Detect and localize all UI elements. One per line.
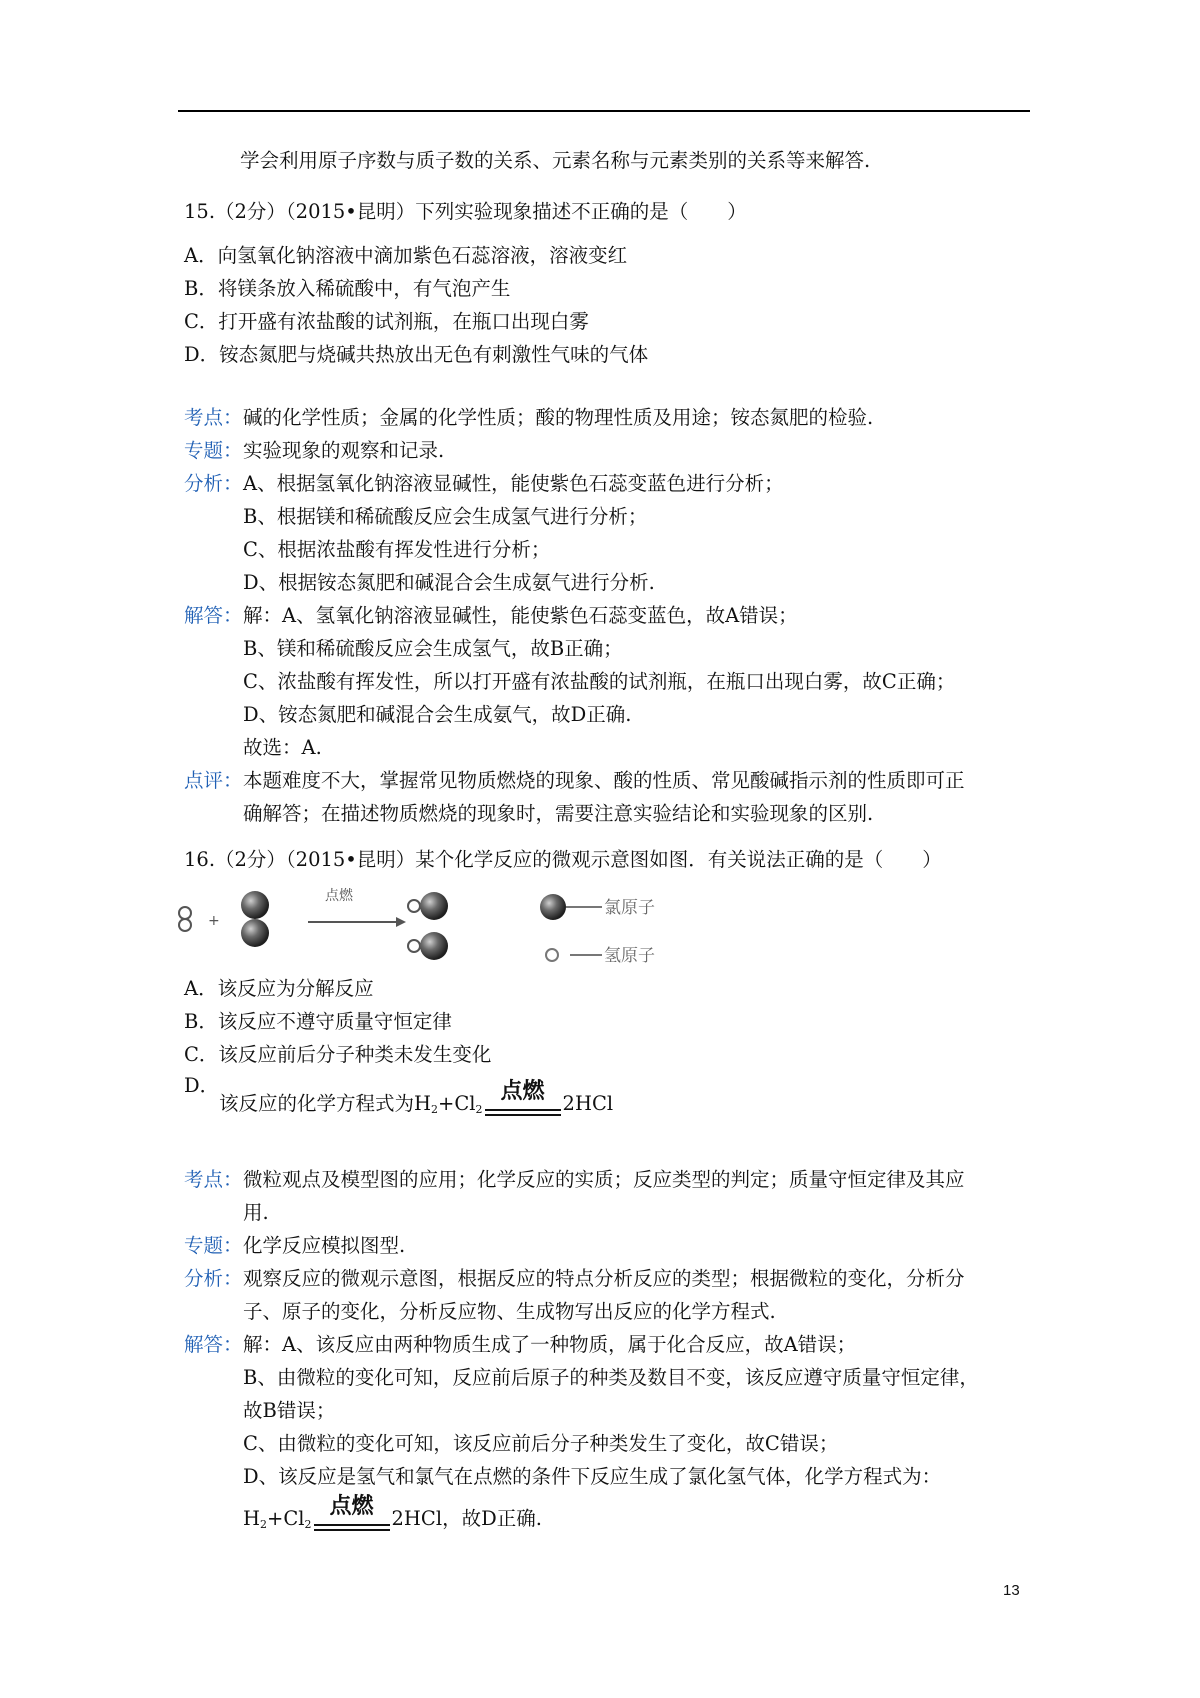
plus-sign: + (208, 913, 220, 929)
q16-zhuanti: 化学反应模拟图型. (243, 1234, 406, 1257)
eq-h-sub: 2 (260, 1518, 268, 1531)
q16-option-c: C．该反应前后分子种类未发生变化 (184, 1043, 492, 1066)
equation-condition: 点燃 (500, 1079, 545, 1104)
option-d-text: 该反应的化学方程式为 (219, 1092, 415, 1115)
reaction-diagram (178, 880, 738, 980)
q16-zhuanti-label: 专题： (184, 1234, 243, 1257)
equation-condition: 点燃 (329, 1494, 374, 1519)
diagram-condition-label: 点燃 (325, 888, 353, 904)
q16-option-d (219, 1079, 614, 1124)
legend-chlorine-label: 氯原子 (604, 898, 655, 918)
eq-h: H (243, 1507, 261, 1530)
hcl-molecule-icon (408, 932, 448, 960)
hydrogen-molecule-icon (179, 907, 191, 931)
q15-option-d: D．铵态氮肥与烧碱共热放出无色有刺激性气味的气体 (184, 343, 649, 366)
equation-sign (312, 1494, 392, 1539)
q15-jieda-line: B、镁和稀硫酸反应会生成氢气，故B正确； (243, 637, 623, 660)
final-tail: ，故D正确. (442, 1507, 542, 1530)
q15-dianping-line: 本题难度不大，掌握常见物质燃烧的现象、酸的性质、常见酸碱指示剂的性质即可正 (243, 769, 965, 792)
q15-jieda-line: 故选：A. (243, 736, 322, 759)
q15-jieda-line: C、浓盐酸有挥发性，所以打开盛有浓盐酸的试剂瓶，在瓶口出现白雾，故C正确； (243, 670, 956, 693)
eq-product: 2HCl (562, 1092, 614, 1115)
q15-fenxi-line: D、根据铵态氮肥和碱混合会生成氨气进行分析. (243, 571, 655, 594)
q16-fenxi-line: 子、原子的变化，分析反应物、生成物写出反应的化学方程式. (243, 1300, 776, 1323)
page-number: 13 (1003, 1582, 1020, 1599)
q16-jieda-line: C、由微粒的变化可知，该反应前后分子种类发生了变化，故C错误； (243, 1432, 839, 1455)
eq-cl-sub: 2 (475, 1103, 483, 1116)
eq-plus-cl: +Cl (438, 1092, 476, 1115)
legend-hydrogen (546, 946, 655, 966)
q15-option-a: A．向氢氧化钠溶液中滴加紫色石蕊溶液，溶液变红 (184, 244, 628, 267)
q15-stem: 15.（2分）（2015•昆明）下列实验现象描述不正确的是（ ） (184, 200, 747, 223)
hcl-molecule-icon (408, 892, 448, 920)
eq-cl-sub: 2 (304, 1518, 312, 1531)
q16-option-a: A．该反应为分解反应 (184, 977, 374, 1000)
eq-plus-cl: +Cl (267, 1507, 305, 1530)
q16-option-b: B．该反应不遵守质量守恒定律 (184, 1010, 452, 1033)
q15-fenxi-line: B、根据镁和稀硫酸反应会生成氢气进行分析； (243, 505, 648, 528)
q16-jieda-line: D、该反应是氢气和氯气在点燃的条件下反应生成了氯化氢气体，化学方程式为： (243, 1465, 942, 1488)
chlorine-molecule-icon (241, 891, 269, 947)
q15-fenxi-line: A、根据氢氧化钠溶液显碱性，能使紫色石蕊变蓝色进行分析； (243, 472, 784, 495)
q16-jieda-line: 解：A、该反应由两种物质生成了一种物质，属于化合反应，故A错误； (243, 1333, 857, 1356)
reaction-arrow-icon (308, 917, 406, 927)
q15-dianping-label: 点评： (184, 769, 243, 792)
intro-text: 学会利用原子序数与质子数的关系、元素名称与元素类别的关系等来解答. (240, 149, 871, 172)
q15-kaodian: 碱的化学性质；金属的化学性质；酸的物理性质及用途；铵态氮肥的检验. (243, 406, 874, 429)
hydrogen-atom-icon (546, 949, 558, 961)
q16-jieda-label: 解答： (184, 1333, 243, 1356)
q15-option-c: C．打开盛有浓盐酸的试剂瓶，在瓶口出现白雾 (184, 310, 589, 333)
q16-kaodian-line: 微粒观点及模型图的应用；化学反应的实质；反应类型的判定；质量守恒定律及其应 (243, 1168, 965, 1191)
chlorine-atom-icon (540, 894, 566, 920)
header-rule (178, 110, 1030, 112)
equation-sign (483, 1079, 563, 1124)
q16-kaodian-label: 考点： (184, 1168, 243, 1191)
q16-kaodian-line: 用. (243, 1201, 269, 1224)
q16-fenxi-label: 分析： (184, 1267, 243, 1290)
q16-final-equation (243, 1494, 542, 1539)
eq-product: 2HCl (391, 1507, 443, 1530)
q15-fenxi-label: 分析： (184, 472, 243, 495)
q15-fenxi-line: C、根据浓盐酸有挥发性进行分析； (243, 538, 551, 561)
q16-jieda-line: B、由微粒的变化可知，反应前后原子的种类及数目不变，该反应遵守质量守恒定律， (243, 1366, 979, 1389)
q15-zhuanti-label: 专题： (184, 439, 243, 462)
q15-option-b: B．将镁条放入稀硫酸中，有气泡产生 (184, 277, 511, 300)
eq-h-sub: 2 (431, 1103, 439, 1116)
legend-hydrogen-label: 氢原子 (604, 946, 655, 966)
q15-jieda-label: 解答： (184, 604, 243, 627)
q16-jieda-line: 故B错误； (243, 1399, 336, 1422)
q15-zhuanti: 实验现象的观察和记录. (243, 439, 445, 462)
q15-jieda-line: 解：A、氢氧化钠溶液显碱性，能使紫色石蕊变蓝色，故A错误； (243, 604, 798, 627)
q15-kaodian-label: 考点： (184, 406, 243, 429)
q16-option-d-letter: D． (184, 1074, 220, 1097)
legend-chlorine (540, 894, 655, 920)
q16-fenxi-line: 观察反应的微观示意图，根据反应的特点分析反应的类型；根据微粒的变化，分析分 (243, 1267, 965, 1290)
q15-dianping-line: 确解答；在描述物质燃烧的现象时，需要注意实验结论和实验现象的区别. (243, 802, 874, 825)
eq-h: H (414, 1092, 432, 1115)
q15-jieda-line: D、铵态氮肥和碱混合会生成氨气，故D正确. (243, 703, 632, 726)
q16-stem: 16.（2分）（2015•昆明）某个化学反应的微观示意图如图．有关说法正确的是（ ） (184, 848, 942, 871)
